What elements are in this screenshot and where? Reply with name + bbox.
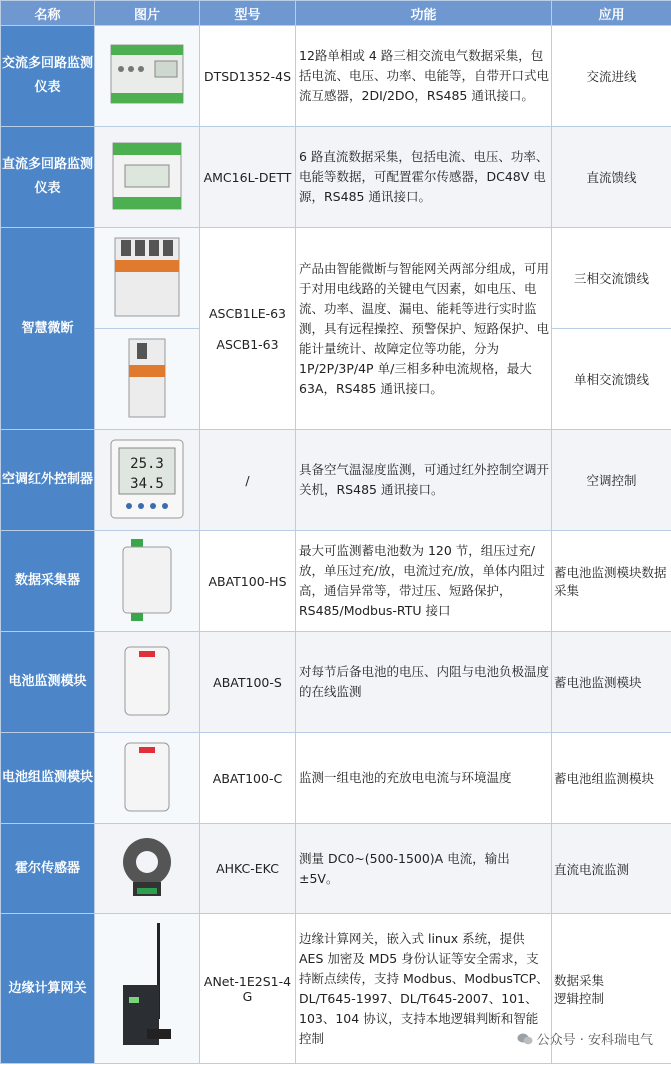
model-a: ASCB1LE-63 bbox=[208, 305, 287, 321]
edge-gateway-image bbox=[107, 917, 187, 1057]
breaker-1p-image bbox=[117, 335, 177, 421]
product-image bbox=[95, 824, 200, 914]
row-name: 电池监测模块 bbox=[1, 632, 95, 733]
data-collector-image bbox=[117, 537, 177, 623]
table-row bbox=[1, 228, 671, 329]
row-application: 三相交流馈线 bbox=[552, 228, 671, 329]
table-row bbox=[1, 733, 671, 824]
row-function: 6 路直流数据采集，包括电流、电压、功率、电能等数据，可配置霍尔传感器，DC48V 电源，RS485 通讯接口。 bbox=[296, 127, 552, 228]
breaker-4p-image bbox=[107, 234, 187, 320]
product-image bbox=[95, 430, 200, 531]
row-name: 霍尔传感器 bbox=[1, 824, 95, 914]
dc-meter-image bbox=[107, 139, 187, 213]
row-name: 智慧微断 bbox=[1, 228, 95, 430]
ac-meter-image bbox=[107, 39, 187, 111]
table-row bbox=[1, 430, 671, 531]
product-image bbox=[95, 632, 200, 733]
table-row bbox=[1, 632, 671, 733]
row-application: 蓄电池监测模块数据采集 bbox=[552, 531, 671, 632]
row-name: 边缘计算网关 bbox=[1, 914, 95, 1064]
product-image bbox=[95, 914, 200, 1064]
product-image bbox=[95, 228, 200, 329]
row-function: 对每节后备电池的电压、内阻与电池负极温度的在线监测 bbox=[296, 632, 552, 733]
row-model: AHKC-EKC bbox=[200, 824, 296, 914]
battery-module-image bbox=[117, 641, 177, 721]
header-image: 图片 bbox=[95, 1, 200, 26]
watermark bbox=[517, 1029, 653, 1048]
product-image bbox=[95, 127, 200, 228]
row-application: 单相交流馈线 bbox=[552, 329, 671, 430]
row-model: AMC16L-DETT bbox=[200, 127, 296, 228]
row-model: DTSD1352-4S bbox=[200, 26, 296, 127]
row-name: 空调红外控制器 bbox=[1, 430, 95, 531]
row-model: ABAT100-S bbox=[200, 632, 296, 733]
watermark-text: 公众号 · 安科瑞电气 bbox=[536, 1033, 653, 1048]
product-image bbox=[95, 26, 200, 127]
row-function: 监测一组电池的充放电电流与环境温度 bbox=[296, 733, 552, 824]
row-name: 直流多回路监测仪表 bbox=[1, 127, 95, 228]
row-model: ABAT100-HS bbox=[200, 531, 296, 632]
row-function: 具备空气温湿度监测，可通过红外控制空调开关机，RS485 通讯接口。 bbox=[296, 430, 552, 531]
header-function: 功能 bbox=[296, 1, 552, 26]
row-application: 直流电流监测 bbox=[552, 824, 671, 914]
humidity-readout: 34.5 bbox=[130, 475, 164, 492]
ac-controller-image bbox=[107, 436, 187, 522]
table-row bbox=[1, 26, 671, 127]
row-name: 数据采集器 bbox=[1, 531, 95, 632]
product-image bbox=[95, 531, 200, 632]
row-function: 12路单相或 4 路三相交流电气数据采集，包括电流、电压、功率、电能等，自带开口式电流互感器，2DI/2DO，RS485 通讯接口。 bbox=[296, 26, 552, 127]
row-function: 边缘计算网关，嵌入式 linux 系统，提供 AES 加密及 MD5 身份认证等安全需求，支持断点续传，支持 Modbus、ModbusTCP、DL/T645-1997、DL/T645-2007、101、103、104 协议，支持本地逻辑判断和智能控制 bbox=[296, 914, 552, 1064]
temperature-readout: 25.3 bbox=[130, 455, 164, 472]
row-application: 数据采集 逻辑控制 bbox=[552, 914, 671, 1064]
product-image bbox=[95, 733, 200, 824]
row-application: 蓄电池监测模块 bbox=[552, 632, 671, 733]
header-model: 型号 bbox=[200, 1, 296, 26]
row-application: 交流进线 bbox=[552, 26, 671, 127]
row-name: 交流多回路监测仪表 bbox=[1, 26, 95, 127]
row-function: 最大可监测蓄电池数为 120 节，组压过充/放，单压过充/放，电流过充/放，单体内阻过高，通信异常等，带过压、短路保护，RS485/Modbus-RTU 接口 bbox=[296, 531, 552, 632]
wechat-icon bbox=[517, 1033, 533, 1045]
model-b: ASCB1-63 bbox=[216, 336, 279, 352]
battery-group-module-image bbox=[117, 737, 177, 817]
row-model bbox=[200, 228, 296, 430]
row-model: / bbox=[200, 430, 296, 531]
header-application: 应用 bbox=[552, 1, 671, 26]
product-image bbox=[95, 329, 200, 430]
row-application: 蓄电池组监测模块 bbox=[552, 733, 671, 824]
header-name: 名称 bbox=[1, 1, 95, 26]
row-application: 直流馈线 bbox=[552, 127, 671, 228]
row-function: 产品由智能微断与智能网关两部分组成，可用于对用电线路的关键电气因素，如电压、电流、功率、温度、漏电、能耗等进行实时监测，具有远程操控、预警保护、短路保护、电能计量统计、故障定位等功能，分为 1P/2P/3P/4P 单/三相多种电流规格，最大 63A，RS485 通讯接口。 bbox=[296, 228, 552, 430]
row-application: 空调控制 bbox=[552, 430, 671, 531]
table-row bbox=[1, 824, 671, 914]
table-row bbox=[1, 127, 671, 228]
row-function: 测量 DC0~(500-1500)A 电流，输出±5V。 bbox=[296, 824, 552, 914]
table-row bbox=[1, 531, 671, 632]
row-name: 电池组监测模块 bbox=[1, 733, 95, 824]
row-model: ANet-1E2S1-4G bbox=[200, 914, 296, 1064]
row-model: ABAT100-C bbox=[200, 733, 296, 824]
header-row bbox=[1, 1, 671, 26]
hall-sensor-image bbox=[107, 832, 187, 902]
